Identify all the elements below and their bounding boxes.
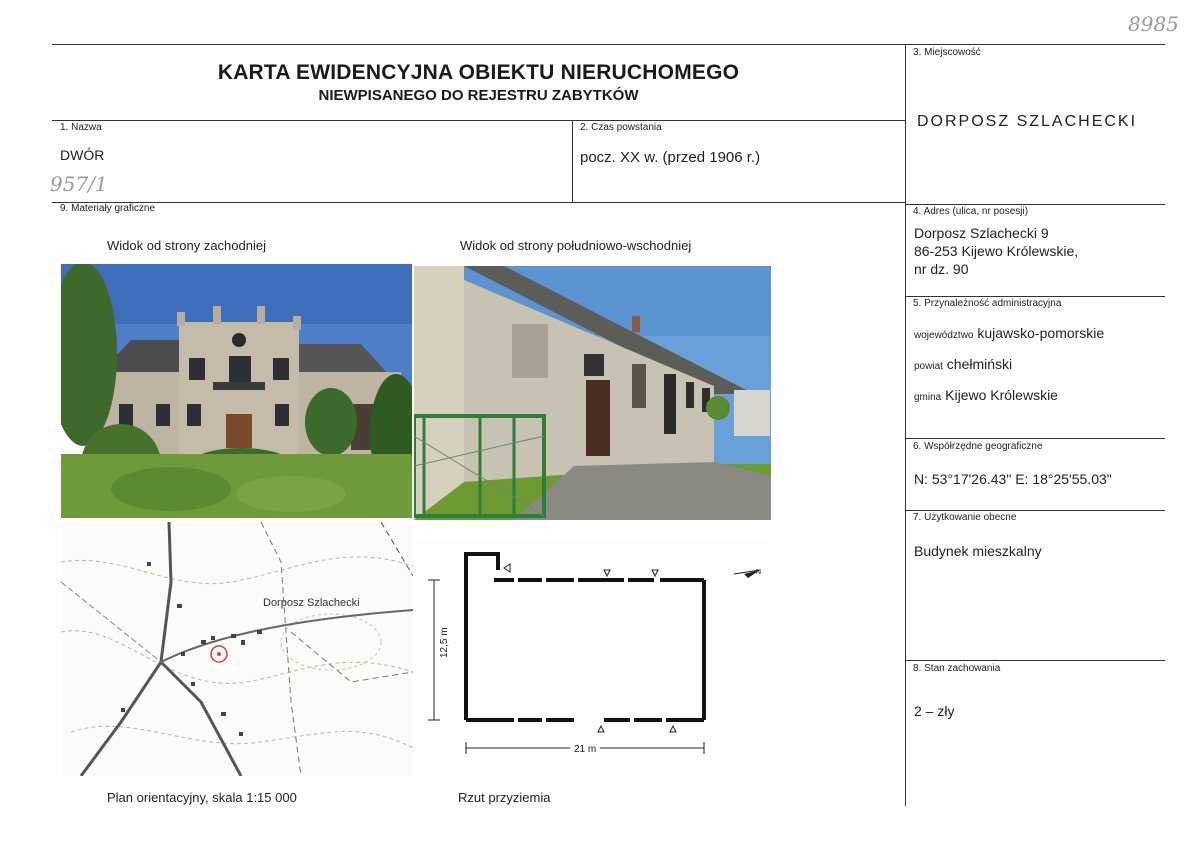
page-title: KARTA EWIDENCYJNA OBIEKTU NIERUCHOMEGO — [217, 61, 740, 84]
handwritten-side-number: 957/1 — [50, 172, 108, 196]
map-place-label: Dorposz Szlachecki — [263, 597, 360, 609]
field-name-value: DWÓR — [60, 147, 105, 163]
field-locality-value: DORPOSZ SZLACHECKI — [917, 113, 1138, 130]
page-subtitle: NIEWPISANEGO DO REJESTRU ZABYTKÓW — [318, 87, 639, 104]
photo-west-view — [61, 264, 412, 518]
commune-value: Kijewo Królewskie — [945, 387, 1058, 403]
field-usage-value: Budynek mieszkalny — [914, 543, 1042, 559]
dimension-depth: 12,5 m — [439, 627, 450, 658]
voivodeship-value: kujawsko-pomorskie — [977, 325, 1105, 341]
field-materials-label: 9. Materiały graficzne — [60, 203, 156, 214]
right-divider-7 — [905, 660, 1165, 661]
caption-floor-plan: Rzut przyziemia — [458, 790, 551, 805]
caption-location-plan: Plan orientacyjny, skala 1:15 000 — [107, 790, 297, 805]
county-value: chełmiński — [946, 356, 1013, 372]
field-locality-label: 3. Miejscowość — [913, 47, 981, 58]
field-voivodeship — [914, 325, 1104, 341]
field-admin-label: 5. Przynależność administracyjna — [913, 298, 1062, 309]
field-coords-label: 6. Współrzędne geograficzne — [913, 441, 1043, 452]
field-usage-label: 7. Użytkowanie obecne — [913, 512, 1017, 523]
field-commune — [914, 387, 1058, 403]
field-name-label: 1. Nazwa — [60, 122, 102, 133]
voivodeship-prefix: województwo — [914, 330, 974, 341]
field-address-line1: Dorposz Szlachecki 9 — [914, 225, 1049, 241]
field-date-value: pocz. XX w. (przed 1906 r.) — [580, 149, 761, 166]
name-date-divider — [572, 120, 573, 202]
field-address-line3: nr dz. 90 — [914, 261, 969, 277]
north-arrow-icon — [734, 569, 761, 578]
materials-divider — [52, 202, 905, 203]
caption-southeast-view: Widok od strony południowo-wschodniej — [460, 238, 692, 253]
field-county — [914, 356, 1012, 372]
handwritten-archive-number: 8985 — [1128, 12, 1179, 36]
field-condition-label: 8. Stan zachowania — [913, 663, 1001, 674]
caption-west-view: Widok od strony zachodniej — [107, 238, 266, 253]
location-map — [61, 522, 413, 776]
right-divider-4 — [905, 296, 1165, 297]
field-address-line2: 86-253 Kijewo Królewskie, — [914, 243, 1079, 259]
field-coords-value: N: 53°17'26.43" E: 18°25'55.03" — [914, 471, 1112, 487]
commune-prefix: gmina — [914, 392, 942, 403]
right-divider-6 — [905, 510, 1165, 511]
county-prefix: powiat — [914, 361, 943, 372]
svg-text:N: N — [756, 569, 762, 576]
top-border — [52, 44, 1165, 45]
right-divider-3 — [905, 204, 1165, 205]
field-address-label: 4. Adres (ulica, nr posesji) — [913, 206, 1029, 217]
right-divider-5 — [905, 438, 1165, 439]
dimension-width: 21 m — [574, 744, 597, 755]
title-row-divider — [52, 120, 905, 121]
floor-plan — [414, 540, 770, 776]
right-column-divider — [905, 44, 906, 806]
photo-southeast-view — [414, 266, 771, 520]
field-date-label: 2. Czas powstania — [580, 122, 662, 133]
field-condition-value: 2 – zły — [914, 703, 955, 719]
